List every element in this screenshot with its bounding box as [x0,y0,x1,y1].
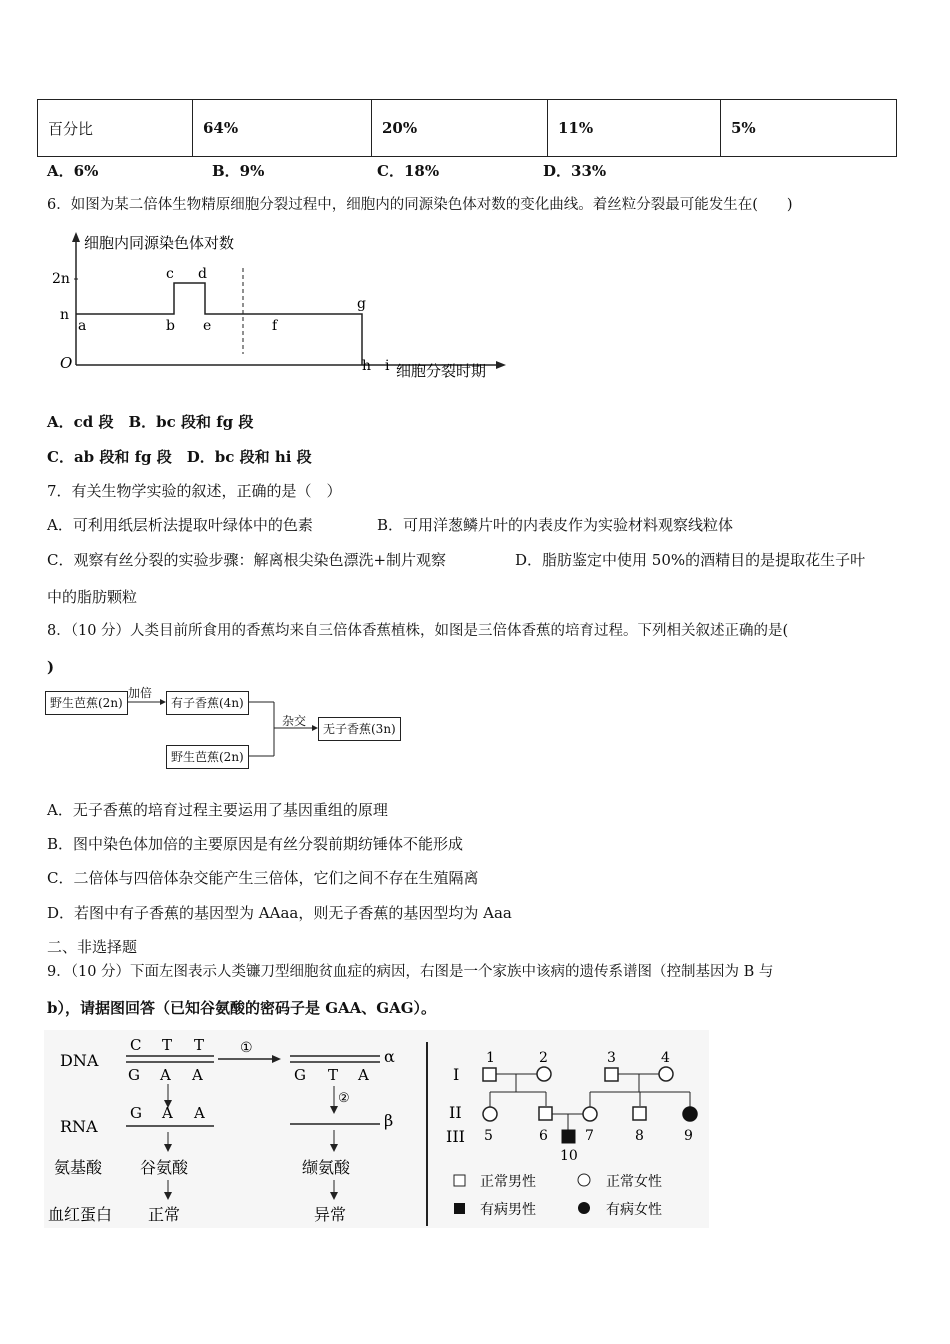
question-7-stem: 7．有关生物学实验的叙述，正确的是（ ） [47,482,342,500]
base: A [194,1104,205,1122]
table-cell: 5% [721,100,897,157]
dna-label: DNA [60,1051,99,1070]
generation-label: III [446,1127,465,1146]
legend-affected-male-icon [454,1203,465,1214]
step-2-label: ② [338,1091,350,1106]
base: G [128,1066,140,1084]
normal-male-symbol [539,1107,552,1120]
option-d-continued: 中的脂肪颗粒 [47,588,138,606]
base: A [358,1066,369,1084]
hemoglobin-label: 血红蛋白 [48,1205,113,1224]
point-label: c [166,266,174,282]
point-label: a [78,318,87,334]
table-cell: 20% [372,100,548,157]
point-label: f [272,318,278,334]
wild-banana-box: 野生芭蕉(2n) [45,691,128,715]
question-8-stem-end: ) [47,658,55,676]
affected-male-symbol [562,1130,575,1143]
question-6-options-2: C．ab 段和 fg 段 D．bc 段和 hi 段 [47,448,312,466]
alpha-label: α [384,1047,395,1066]
table-cell: 百分比 [38,100,193,157]
question-9-stem-cont: b），请据图回答（已知谷氨酸的密码子是 GAA、GAG）。 [47,999,437,1017]
x-axis-title: 细胞分裂时期 [396,362,487,380]
person-id: 7 [585,1128,594,1144]
legend-normal-male-icon [454,1175,465,1186]
x-axis-arrow-icon [496,361,506,369]
point-label: i [385,358,390,374]
legend-affected-female: 有病女性 [606,1202,662,1218]
point-label: h [362,358,372,374]
normal-female-symbol [537,1067,551,1081]
origin-label: O [60,354,73,372]
affected-female-symbol [683,1107,697,1121]
y-axis-arrow-icon [72,232,80,242]
normal-male-symbol [633,1107,646,1120]
option-a: A．无子香蕉的培育过程主要运用了基因重组的原理 [47,801,388,819]
table-row [38,100,897,157]
amino-acid-mutant: 缬氨酸 [302,1158,351,1177]
double-label: 加倍 [128,686,153,700]
point-label: b [166,318,175,334]
wild-banana-box: 野生芭蕉(2n) [166,745,249,769]
option-d: D．33% [543,162,607,180]
option-b: B．可用洋葱鳞片叶的内表皮作为实验材料观察线粒体 [377,516,734,534]
curve-line [76,283,362,365]
base: A [162,1104,173,1122]
step-1-label: ① [240,1040,253,1056]
base: C [130,1036,142,1054]
amino-acid-normal: 谷氨酸 [140,1158,189,1177]
person-id: 8 [635,1128,644,1144]
normal-male-symbol [605,1068,618,1081]
person-id: 10 [560,1148,578,1164]
option-c: C．观察有丝分裂的实验步骤：解离根尖染色漂洗+制片观察 [47,551,447,569]
normal-female-symbol [583,1107,597,1121]
hemoglobin-normal: 正常 [148,1205,181,1224]
normal-female-symbol [659,1067,673,1081]
section-heading: 二、非选择题 [47,938,138,956]
sickle-cell-figure [44,1030,709,1228]
base: G [130,1104,142,1122]
person-id: 1 [486,1050,495,1066]
normal-male-symbol [483,1068,496,1081]
hemoglobin-mutant: 异常 [314,1205,347,1224]
y-axis-title: 细胞内同源染色体对数 [84,234,235,252]
beta-label: β [384,1111,394,1130]
base: A [160,1066,171,1084]
base: A [192,1066,203,1084]
base: T [194,1036,205,1054]
legend-normal-male: 正常男性 [480,1174,536,1190]
base: G [294,1066,306,1084]
person-id: 5 [484,1128,493,1144]
rna-label: RNA [60,1117,98,1136]
person-id: 4 [661,1050,670,1066]
option-c: C．二倍体与四倍体杂交能产生三倍体，它们之间不存在生殖隔离 [47,869,479,887]
question-6-stem: 6．如图为某二倍体生物精原细胞分裂过程中，细胞内的同源染色体对数的变化曲线。着丝粒分裂最可能发生在( ) [47,197,793,213]
tick-2n: 2n [52,271,70,287]
cross-label: 杂交 [282,714,307,728]
generation-label: I [453,1065,460,1084]
point-label: d [198,266,207,282]
legend-affected-female-icon [578,1202,590,1214]
option-b: B．图中染色体加倍的主要原因是有丝分裂前期纺锤体不能形成 [47,835,464,853]
option-d: D．若图中有子香蕉的基因型为 AAaa，则无子香蕉的基因型均为 Aaa [47,904,512,922]
seeded-banana-box: 有子香蕉(4n) [166,691,249,715]
generation-label: II [449,1103,462,1122]
option-a: A．可利用纸层析法提取叶绿体中的色素 [47,516,313,534]
point-label: e [203,318,212,334]
point-label: g [357,296,366,312]
option-a: A．6% [47,162,99,180]
option-b: B．9% [212,162,265,180]
base: T [328,1066,339,1084]
base: T [162,1036,173,1054]
person-id: 2 [539,1050,548,1066]
person-id: 6 [539,1128,548,1144]
tick-n: n [60,307,70,323]
chromosome-chart [46,228,516,388]
normal-female-symbol [483,1107,497,1121]
question-6-options-1: A．cd 段 B．bc 段和 fg 段 [47,413,254,431]
legend-normal-female-icon [578,1174,590,1186]
person-id: 3 [607,1050,616,1066]
question-9-stem: 9．（10 分）下面左图表示人类镰刀型细胞贫血症的病因，右图是一个家族中该病的遗传系谱图（控制基因为 B 与 [47,964,774,980]
question-8-stem: 8．（10 分）人类目前所食用的香蕉均来自三倍体香蕉植株，如图是三倍体香蕉的培育过程。下列相关叙述正确的是( [47,623,789,639]
person-id: 9 [684,1128,693,1144]
legend-normal-female: 正常女性 [606,1174,662,1190]
legend-affected-male: 有病男性 [480,1202,536,1218]
percent-table [37,99,897,157]
table-cell: 64% [193,100,372,157]
option-c: C．18% [377,162,440,180]
seedless-banana-box: 无子香蕉(3n) [318,717,401,741]
amino-acid-label: 氨基酸 [54,1158,103,1177]
option-d: D．脂肪鉴定中使用 50%的酒精目的是提取花生子叶 [515,551,866,569]
table-cell: 11% [548,100,721,157]
